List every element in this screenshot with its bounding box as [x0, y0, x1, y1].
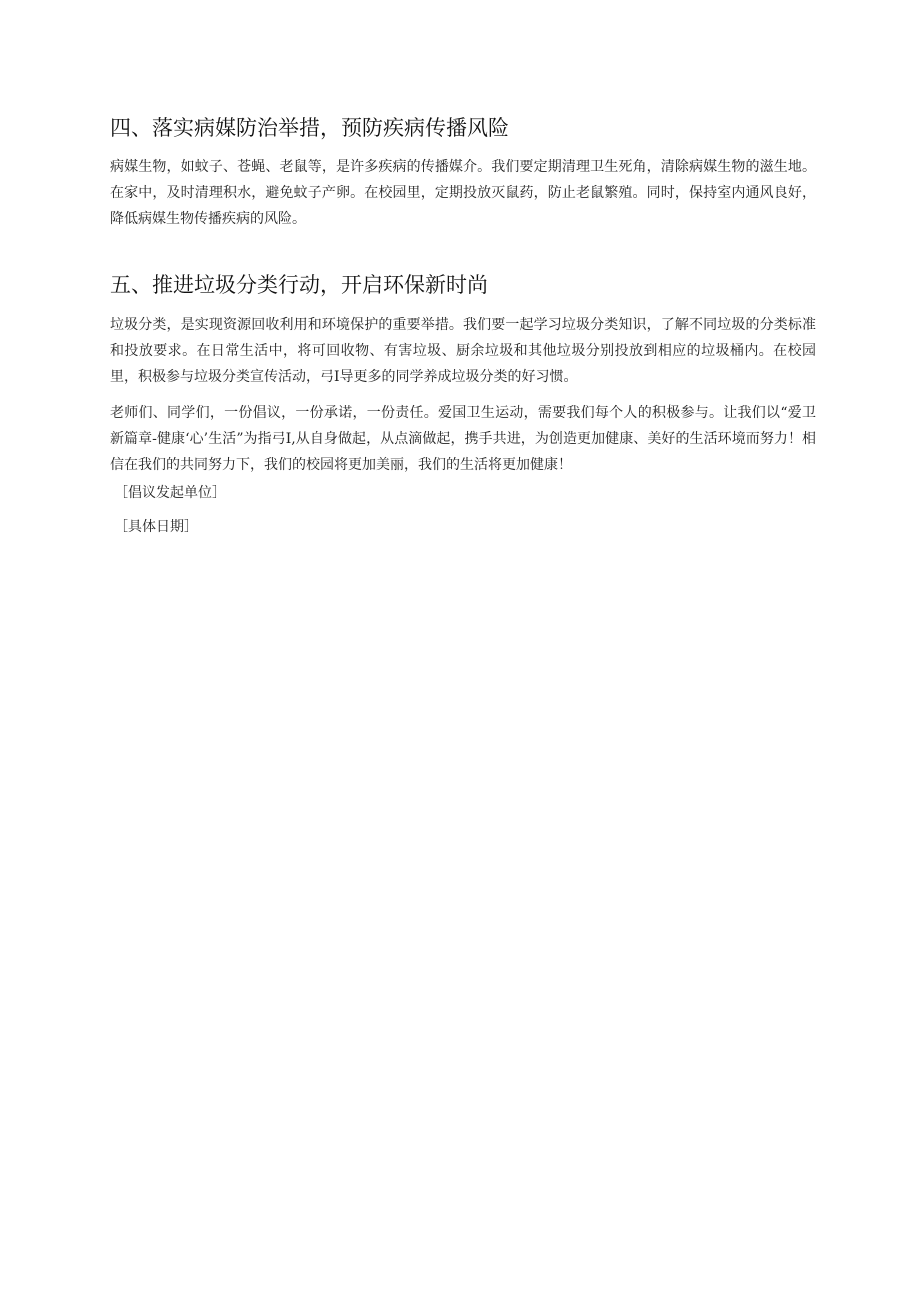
sponsor-placeholder: ［倡议发起单位］: [114, 485, 226, 501]
closing-paragraph: 老师们、同学们，一份倡议，一份承诺，一份责任。爱国卫生运动，需要我们每个人的积极参与。让我们以“爱卫新篇章-健康‘心’生活”为指弓I,从自身做起，从点滴做起，携手共进，为创造更加健康、美好的生活环境而努力！相信在我们的共同努力下，我们的校园将更加美丽，我们的生活将更加健康！: [110, 405, 816, 473]
section-paragraph-5: 垃圾分类，是实现资源回收利用和环境保护的重要举措。我们要一起学习垃圾分类知识，了解不同垃圾的分类标准和投放要求。在日常生活中，将可回收物、有害垃圾、厨余垃圾和其他垃圾分别投放到相应的垃圾桶内。在校园里，积极参与垃圾分类宣传活动，弓I导更多的同学养成垃圾分类的好习惯。: [110, 317, 816, 385]
section-paragraph-4: 病媒生物，如蚊子、苍蝇、老鼠等，是许多疾病的传播媒介。我们要定期清理卫生死角，清除病媒生物的滋生地。在家中，及时清理积水，避免蚊子产卵。在校园里，定期投放灭鼠药，防止老鼠繁殖。同时，保持室内通风良好，降低病媒生物传播疾病的风险。: [110, 159, 816, 227]
document-body: [110, 113, 816, 540]
section-heading-5: 五、推进垃圾分类行动，开启环保新时尚: [110, 273, 488, 297]
date-placeholder: ［具体日期］: [114, 519, 198, 535]
section-heading-4: 四、落实病媒防治举措，预防疾病传播风险: [110, 116, 509, 140]
